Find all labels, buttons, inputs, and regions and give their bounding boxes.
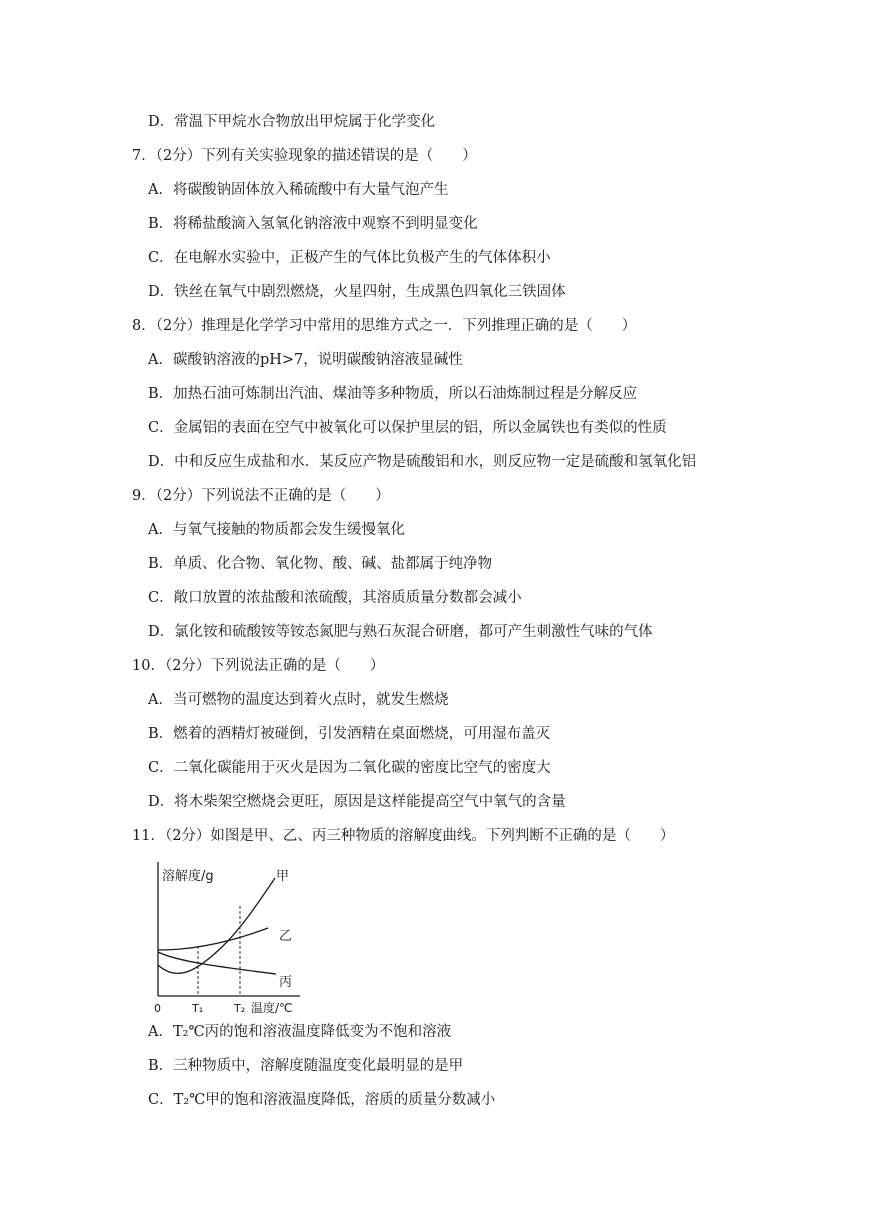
option-line: B．将稀盐酸滴入氢氧化钠溶液中观察不到明显变化 bbox=[148, 216, 478, 232]
option-line: B．燃着的酒精灯被碰倒，引发酒精在桌面燃烧，可用湿布盖灭 bbox=[148, 726, 551, 742]
origin-label: 0 bbox=[154, 1002, 161, 1015]
curve-yi bbox=[158, 928, 268, 950]
question-line: 9．（2分）下列说法不正确的是（ ） bbox=[132, 488, 390, 504]
curve-jia-label: 甲 bbox=[276, 869, 290, 884]
question-line: 11．（2分）如图是甲、乙、丙三种物质的溶解度曲线。下列判断不正确的是（ ） bbox=[132, 828, 675, 844]
option-line: D．常温下甲烷水合物放出甲烷属于化学变化 bbox=[148, 114, 436, 130]
question-line: 10．（2分）下列说法正确的是（ ） bbox=[132, 658, 385, 674]
option-line: A．T₂℃丙的饱和溶液温度降低变为不饱和溶液 bbox=[148, 1024, 452, 1040]
question-line: 8．（2分）推理是化学学习中常用的思维方式之一．下列推理正确的是（ ） bbox=[132, 318, 637, 334]
question-line: 7．（2分）下列有关实验现象的描述错误的是（ ） bbox=[132, 148, 477, 164]
option-line: A．碳酸钠溶液的pH>7，说明碳酸钠溶液显碱性 bbox=[148, 352, 463, 368]
curve-bing bbox=[158, 952, 276, 974]
option-line: A．与氧气接触的物质都会发生缓慢氧化 bbox=[148, 522, 405, 538]
option-line: B．单质、化合物、氧化物、酸、碱、盐都属于纯净物 bbox=[148, 556, 493, 572]
t2-label: T₂ bbox=[234, 1002, 246, 1015]
option-line: D．中和反应生成盐和水．某反应产物是硫酸铝和水，则反应物一定是硫酸和氢氧化铝 bbox=[148, 454, 697, 470]
option-line: B．加热石油可炼制出汽油、煤油等多种物质，所以石油炼制过程是分解反应 bbox=[148, 386, 638, 402]
x-axis-label: 温度/℃ bbox=[251, 1001, 293, 1015]
option-line: A．将碳酸钠固体放入稀硫酸中有大量气泡产生 bbox=[148, 182, 449, 198]
option-line: D．氯化铵和硫酸铵等铵态氮肥与熟石灰混合研磨，都可产生刺激性气味的气体 bbox=[148, 624, 653, 640]
curve-jia bbox=[158, 878, 275, 973]
option-line: B．三种物质中，溶解度随温度变化最明显的是甲 bbox=[148, 1058, 464, 1074]
option-line: C．T₂℃甲的饱和溶液温度降低，溶质的质量分数减小 bbox=[148, 1092, 496, 1108]
option-line: C．在电解水实验中，正极产生的气体比负极产生的气体体积小 bbox=[148, 250, 551, 266]
curve-bing-label: 丙 bbox=[279, 975, 293, 990]
curve-yi-label: 乙 bbox=[279, 929, 293, 944]
solubility-curve-figure bbox=[148, 858, 308, 1018]
t1-label: T₁ bbox=[192, 1002, 204, 1015]
option-line: C．敞口放置的浓盐酸和浓硫酸，其溶质质量分数都会减小 bbox=[148, 590, 522, 606]
option-line: D．铁丝在氧气中剧烈燃烧，火星四射，生成黑色四氧化三铁固体 bbox=[148, 284, 566, 300]
option-line: C．二氧化碳能用于灭火是因为二氧化碳的密度比空气的密度大 bbox=[148, 760, 551, 776]
option-line: D．将木柴架空燃烧会更旺，原因是这样能提高空气中氧气的含量 bbox=[148, 794, 566, 810]
option-line: A．当可燃物的温度达到着火点时，就发生燃烧 bbox=[148, 692, 449, 708]
option-line: C．金属铝的表面在空气中被氧化可以保护里层的铝，所以金属铁也有类似的性质 bbox=[148, 420, 667, 436]
y-axis-label: 溶解度/g bbox=[162, 869, 214, 884]
